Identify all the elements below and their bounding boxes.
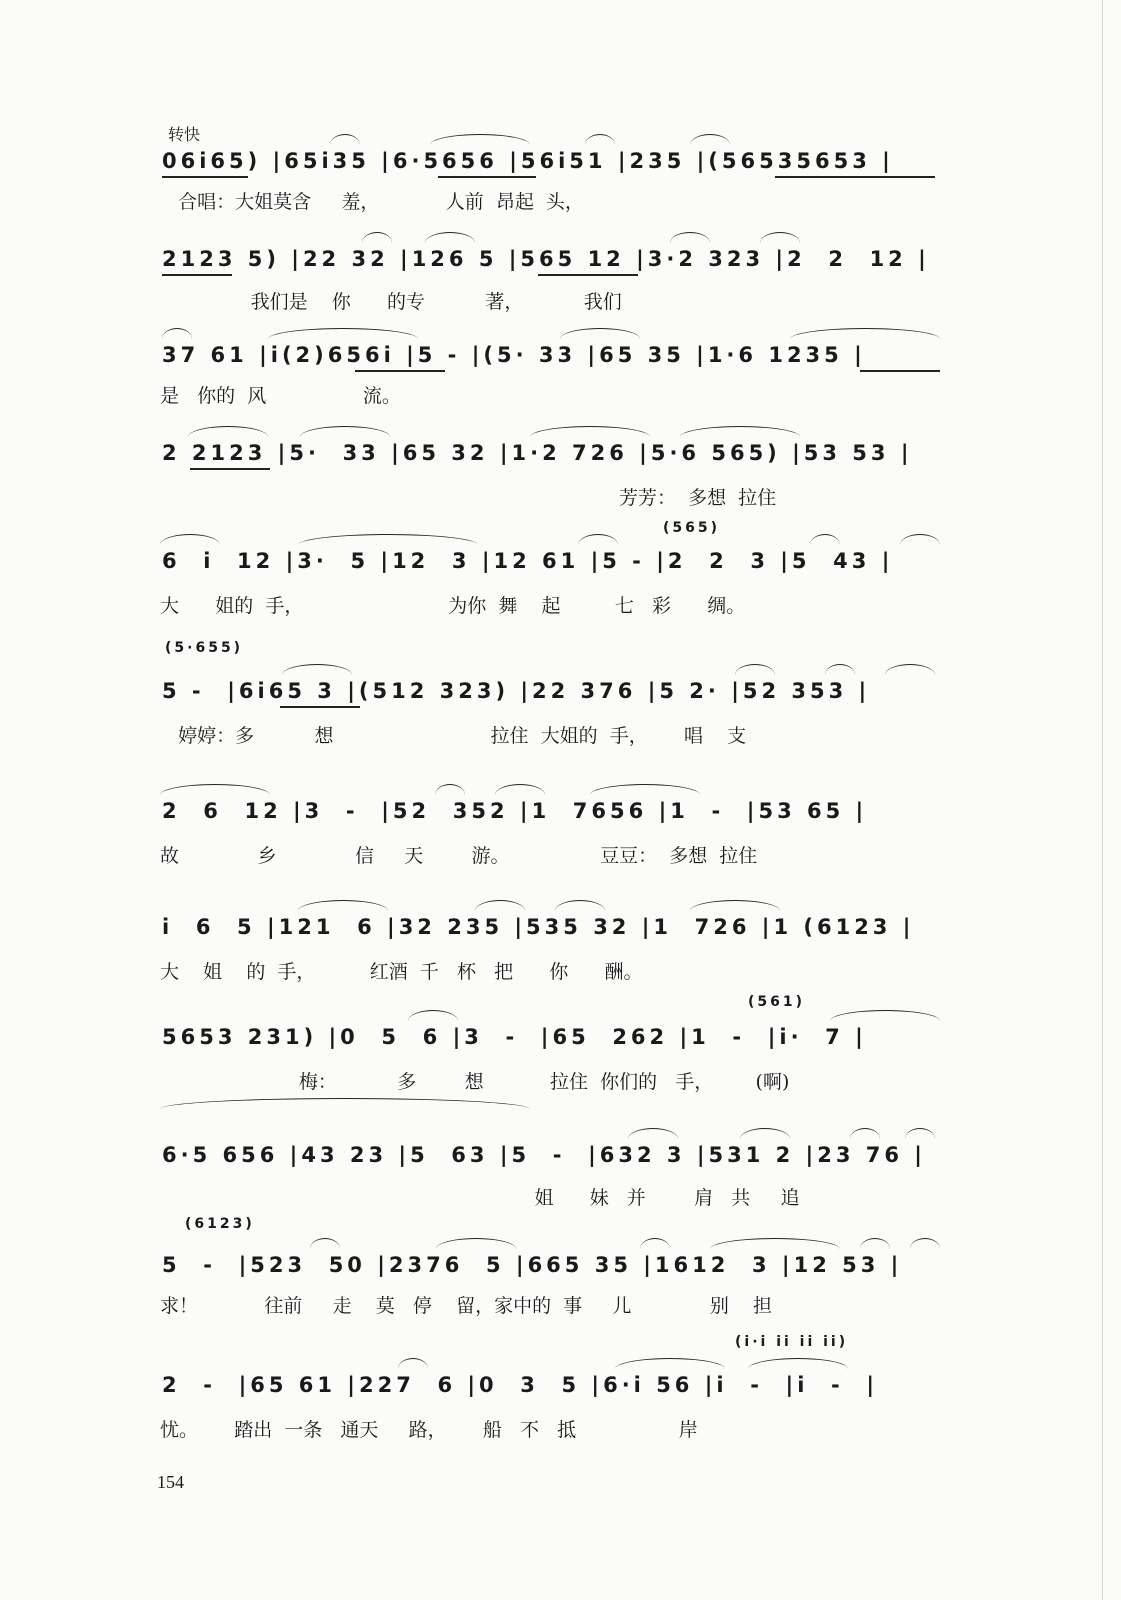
page-edge bbox=[1102, 0, 1103, 1600]
slur bbox=[162, 328, 192, 339]
slur bbox=[560, 328, 640, 339]
slur bbox=[298, 900, 388, 911]
lyrics-line: 姐 妹 并 肩 共 追 bbox=[160, 1187, 800, 1209]
slur bbox=[670, 232, 710, 243]
tempo-mark: 转快 bbox=[168, 125, 201, 144]
numbered-notation: 06i65) |65i35 |6·5656 |56i51 |235 |(56535653 | bbox=[162, 149, 894, 173]
slur bbox=[160, 534, 220, 545]
slur bbox=[495, 784, 545, 795]
slur bbox=[585, 134, 615, 145]
beam-line bbox=[775, 176, 935, 178]
numbered-notation: 37 61 |i(2)656i |5 - |(5· 33 |65 35 |1·6 1235 | bbox=[162, 343, 866, 367]
lyrics-line: 婷婷：多 想 拉住 大姐的 手， 唱 支 bbox=[160, 725, 747, 747]
lyrics-line: 我们是 你 的专 著， 我们 bbox=[160, 291, 622, 313]
beam-line bbox=[280, 706, 360, 708]
numbered-notation: 2 - |65 61 |227 6 |0 3 5 |6·i 56 |i - |i - | bbox=[162, 1373, 879, 1397]
slur bbox=[590, 784, 700, 795]
slur bbox=[830, 1010, 940, 1021]
slur bbox=[825, 664, 855, 675]
lyrics-line: 忧。 踏出 一条 通天 路， 船 不 抵 岸 bbox=[160, 1419, 698, 1441]
slur bbox=[710, 1238, 840, 1249]
slur bbox=[330, 134, 360, 145]
beam-line bbox=[860, 370, 940, 372]
slur bbox=[160, 1098, 530, 1109]
beam-line bbox=[190, 468, 270, 470]
slur bbox=[300, 426, 390, 437]
ornament-annotation: (i·i ii ii ii) bbox=[735, 1334, 849, 1350]
lyrics-line: 芳芳： 多想 拉住 bbox=[160, 487, 777, 509]
numbered-notation: 5 - |6i65 3 |(512 323) |22 376 |5 2· |52 353 | bbox=[162, 679, 871, 703]
slur bbox=[740, 1128, 790, 1139]
lyrics-line: 梅： 多 想 拉住 你们的 手， (啊) bbox=[160, 1071, 790, 1093]
slur bbox=[188, 426, 268, 437]
ornament-annotation: (5·655) bbox=[165, 640, 244, 656]
slur bbox=[885, 664, 935, 675]
slur bbox=[408, 1010, 458, 1021]
page-number: 154 bbox=[157, 1472, 184, 1492]
slur bbox=[810, 534, 840, 545]
slur bbox=[615, 1358, 725, 1369]
slur bbox=[680, 426, 800, 437]
ornament-annotation: (565) bbox=[663, 520, 721, 536]
slur bbox=[735, 664, 775, 675]
slur bbox=[910, 1238, 940, 1249]
slur bbox=[760, 232, 800, 243]
slur bbox=[850, 1128, 880, 1139]
slur bbox=[628, 1128, 678, 1139]
lyrics-line: 是 你的 风 流。 bbox=[160, 385, 401, 407]
numbered-notation: 6 i 12 |3· 5 |12 3 |12 61 |5 - |2 2 3 |5 43 | bbox=[162, 549, 894, 573]
lyrics-line: 故 乡 信 天 游。 豆豆： 多想 拉住 bbox=[160, 845, 758, 867]
numbered-notation: 2 2123 |5· 33 |65 32 |1·2 726 |5·6 565) |53 53 | bbox=[162, 441, 913, 465]
lyrics-line: 大 姐 的 手， 红酒 千 杯 把 你 酬。 bbox=[160, 961, 643, 983]
lyrics-line: 合唱：大姐莫含 羞， 人前 昂起 头， bbox=[160, 191, 584, 213]
slur bbox=[690, 900, 780, 911]
slur bbox=[298, 534, 478, 545]
numbered-notation: 2 6 12 |3 - |52 352 |1 7656 |1 - |53 65 | bbox=[162, 799, 868, 823]
slur bbox=[268, 328, 418, 339]
slur bbox=[398, 1358, 428, 1369]
slur bbox=[425, 232, 475, 243]
slur bbox=[530, 426, 650, 437]
slur bbox=[690, 134, 730, 145]
slur bbox=[362, 232, 392, 243]
slur bbox=[900, 534, 940, 545]
slur bbox=[310, 1238, 340, 1249]
beam-line bbox=[162, 274, 232, 276]
numbered-notation: 2123 5) |22 32 |126 5 |565 12 |3·2 323 |2 2 12 | bbox=[162, 247, 930, 271]
numbered-notation: 6·5 656 |43 23 |5 63 |5 - |632 3 |531 2 |23 76 | bbox=[162, 1143, 926, 1167]
slur bbox=[905, 1128, 935, 1139]
numbered-notation: i 6 5 |121 6 |32 235 |535 32 |1 726 |1 (6123 | bbox=[162, 915, 915, 939]
beam-line bbox=[162, 176, 248, 178]
beam-line bbox=[355, 370, 445, 372]
slur bbox=[475, 900, 525, 911]
slur bbox=[282, 664, 352, 675]
slur bbox=[555, 900, 605, 911]
numbered-notation: 5653 231) |0 5 6 |3 - |65 262 |1 - |i· 7 | bbox=[162, 1025, 867, 1049]
slur bbox=[435, 784, 465, 795]
slur bbox=[640, 1238, 670, 1249]
slur bbox=[578, 534, 618, 545]
ornament-annotation: (561) bbox=[748, 994, 806, 1010]
beam-line bbox=[438, 176, 536, 178]
lyrics-line: 求！ 往前 走 莫 停 留，家中的 事 儿 别 担 bbox=[160, 1295, 773, 1317]
slur bbox=[790, 328, 940, 339]
lyrics-line: 大 姐的 手， 为你 舞 起 七 彩 绸。 bbox=[160, 595, 746, 617]
slur bbox=[430, 134, 530, 145]
slur bbox=[748, 1358, 848, 1369]
beam-line bbox=[538, 274, 638, 276]
numbered-notation: 5 - |523 50 |2376 5 |665 35 |1612 3 |12 53 | bbox=[162, 1253, 903, 1277]
ornament-annotation: (6123) bbox=[185, 1216, 255, 1232]
slur bbox=[860, 1238, 890, 1249]
slur bbox=[160, 784, 270, 795]
slur bbox=[436, 1238, 516, 1249]
